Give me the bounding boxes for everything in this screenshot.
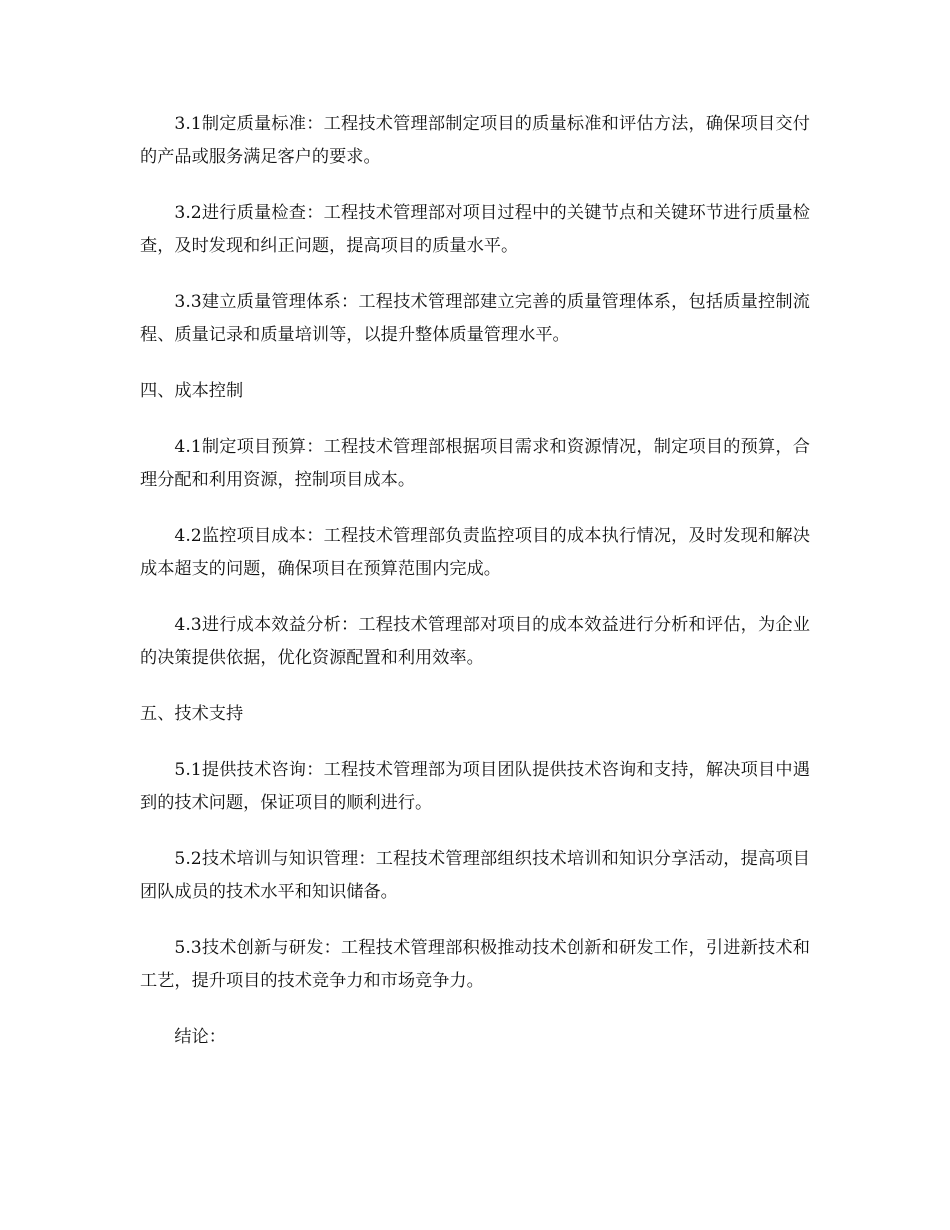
- para-4-2: 4.2监控项目成本：工程技术管理部负责监控项目的成本执行情况，及时发现和解决成本超支的问题，确保项目在预算范围内完成。: [140, 526, 810, 579]
- heading-section-5: 五、技术支持: [140, 704, 244, 724]
- para-5-2: 5.2技术培训与知识管理：工程技术管理部组织技术培训和知识分享活动，提高项目团队成员的技术水平和知识储备。: [140, 849, 810, 902]
- para-5-3: 5.3技术创新与研发：工程技术管理部积极推动技术创新和研发工作，引进新技术和工艺，提升项目的技术竞争力和市场竞争力。: [140, 938, 810, 991]
- para-5-1: 5.1提供技术咨询：工程技术管理部为项目团队提供技术咨询和支持，解决项目中遇到的技术问题，保证项目的顺利进行。: [140, 760, 810, 813]
- para-3-1: 3.1制定质量标准：工程技术管理部制定项目的质量标准和评估方法，确保项目交付的产品或服务满足客户的要求。: [140, 114, 810, 167]
- para-3-3: 3.3建立质量管理体系：工程技术管理部建立完善的质量管理体系，包括质量控制流程、质量记录和质量培训等，以提升整体质量管理水平。: [140, 292, 810, 345]
- para-4-3: 4.3进行成本效益分析：工程技术管理部对项目的成本效益进行分析和评估，为企业的决策提供依据，优化资源配置和利用效率。: [140, 615, 810, 668]
- para-conclusion: 结论：: [174, 1027, 226, 1047]
- heading-section-4: 四、成本控制: [140, 381, 244, 401]
- para-3-2: 3.2进行质量检查：工程技术管理部对项目过程中的关键节点和关键环节进行质量检查，及时发现和纠正问题，提高项目的质量水平。: [140, 203, 810, 256]
- para-4-1: 4.1制定项目预算：工程技术管理部根据项目需求和资源情况，制定项目的预算，合理分配和利用资源，控制项目成本。: [140, 437, 810, 490]
